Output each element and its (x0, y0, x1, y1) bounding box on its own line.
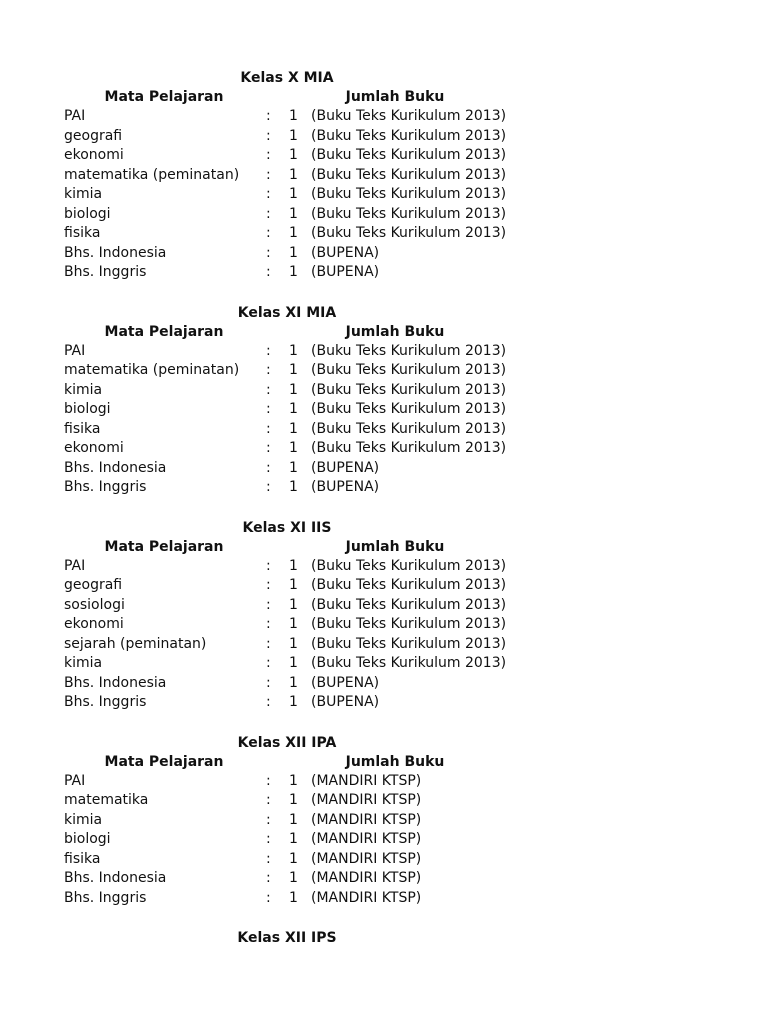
subject-name: kimia (64, 655, 103, 671)
separator: : (266, 811, 271, 828)
list-item (0, 244, 768, 264)
separator: : (266, 225, 271, 241)
class-title: Kelas XI MIA (237, 304, 337, 321)
book-quantity: 1 (289, 870, 298, 886)
subject-name: kimia (64, 186, 103, 202)
subject-name: biologi (64, 831, 111, 847)
book-quantity: 1 (289, 147, 298, 163)
class-title-row (0, 733, 768, 753)
book-title: (BUPENA) (311, 459, 380, 476)
list-item (0, 381, 768, 401)
subject-name: biologi (64, 205, 111, 222)
class-section (0, 68, 768, 283)
book-quantity: 1 (289, 244, 298, 261)
list-item (0, 850, 768, 870)
subject-name: Bhs. Indonesia (64, 244, 167, 261)
separator: : (266, 459, 271, 476)
subject-name: Bhs. Inggris (64, 479, 147, 495)
book-title: (Buku Teks Kurikulum 2013) (311, 557, 507, 574)
subject-name: fisika (64, 225, 101, 241)
book-title: (BUPENA) (311, 694, 380, 710)
list-item (0, 674, 768, 694)
column-header-subject: Mata Pelajaran (104, 89, 224, 105)
column-header-books: Jumlah Buku (345, 538, 445, 555)
subject-name: geografi (64, 577, 123, 593)
subject-name: Bhs. Inggris (64, 264, 147, 280)
column-header-row (0, 323, 768, 342)
separator: : (266, 772, 271, 789)
book-quantity: 1 (289, 186, 298, 202)
book-title: (MANDIRI KTSP) (311, 831, 422, 847)
subject-name: matematika (peminatan) (64, 362, 240, 378)
book-title: (Buku Teks Kurikulum 2013) (311, 205, 507, 222)
column-header-row (0, 88, 768, 107)
separator: : (266, 244, 271, 261)
separator: : (266, 147, 271, 163)
book-quantity: 1 (289, 889, 298, 906)
separator: : (266, 108, 271, 124)
separator: : (266, 186, 271, 202)
book-title: (BUPENA) (311, 674, 380, 691)
book-quantity: 1 (289, 401, 298, 417)
book-quantity: 1 (289, 792, 298, 808)
separator: : (266, 479, 271, 495)
separator: : (266, 616, 271, 632)
subject-name: fisika (64, 420, 101, 437)
separator: : (266, 577, 271, 593)
list-item (0, 889, 768, 909)
book-title: (Buku Teks Kurikulum 2013) (311, 655, 507, 671)
list-item (0, 772, 768, 792)
class-title-row (0, 518, 768, 538)
list-item (0, 693, 768, 713)
list-item (0, 635, 768, 655)
subject-name: sosiologi (64, 596, 125, 613)
subject-name: Bhs. Inggris (64, 889, 147, 906)
separator: : (266, 205, 271, 222)
book-quantity: 1 (289, 108, 298, 124)
list-item (0, 557, 768, 577)
list-item (0, 439, 768, 459)
list-item (0, 791, 768, 811)
list-item (0, 205, 768, 225)
class-title-row (0, 68, 768, 88)
list-item (0, 654, 768, 674)
class-title: Kelas XI IIS (242, 519, 332, 536)
list-item (0, 576, 768, 596)
column-header-row (0, 753, 768, 772)
class-title-row (0, 928, 768, 948)
book-quantity: 1 (289, 459, 298, 476)
subject-name: kimia (64, 811, 103, 828)
book-quantity: 1 (289, 362, 298, 378)
column-header-books: Jumlah Buku (345, 89, 445, 105)
subject-name: biologi (64, 401, 111, 417)
list-item (0, 224, 768, 244)
book-title: (BUPENA) (311, 264, 380, 280)
subject-name: PAI (64, 557, 86, 574)
separator: : (266, 127, 271, 144)
list-item (0, 166, 768, 186)
class-section (0, 303, 768, 498)
list-item (0, 811, 768, 831)
book-quantity: 1 (289, 831, 298, 847)
book-quantity: 1 (289, 616, 298, 632)
subject-name: matematika (64, 792, 149, 808)
book-quantity: 1 (289, 479, 298, 495)
book-quantity: 1 (289, 225, 298, 241)
separator: : (266, 166, 271, 183)
class-section (0, 733, 768, 909)
column-header-subject: Mata Pelajaran (104, 753, 224, 770)
book-title: (Buku Teks Kurikulum 2013) (311, 420, 507, 437)
subject-name: PAI (64, 772, 86, 789)
book-quantity: 1 (289, 342, 298, 359)
list-item (0, 869, 768, 889)
column-header-subject: Mata Pelajaran (104, 323, 224, 340)
separator: : (266, 889, 271, 906)
book-quantity: 1 (289, 381, 298, 398)
class-section (0, 928, 768, 948)
book-quantity: 1 (289, 596, 298, 613)
class-title: Kelas X MIA (240, 70, 334, 86)
separator: : (266, 850, 271, 867)
column-header-books: Jumlah Buku (345, 753, 445, 770)
list-item (0, 420, 768, 440)
column-header-subject: Mata Pelajaran (104, 538, 224, 555)
separator: : (266, 264, 271, 280)
book-quantity: 1 (289, 420, 298, 437)
book-title: (MANDIRI KTSP) (311, 850, 422, 867)
separator: : (266, 694, 271, 710)
book-title: (Buku Teks Kurikulum 2013) (311, 635, 507, 652)
book-title: (Buku Teks Kurikulum 2013) (311, 147, 507, 163)
list-item (0, 615, 768, 635)
separator: : (266, 381, 271, 398)
book-title: (Buku Teks Kurikulum 2013) (311, 362, 507, 378)
book-quantity: 1 (289, 127, 298, 144)
book-title: (MANDIRI KTSP) (311, 870, 422, 886)
class-section (0, 518, 768, 713)
list-item (0, 107, 768, 127)
class-title: Kelas XII IPA (237, 734, 337, 751)
subject-name: matematika (peminatan) (64, 166, 240, 183)
book-title: (Buku Teks Kurikulum 2013) (311, 342, 507, 359)
separator: : (266, 440, 271, 456)
subject-name: ekonomi (64, 440, 124, 456)
book-title: (Buku Teks Kurikulum 2013) (311, 381, 507, 398)
subject-name: ekonomi (64, 616, 124, 632)
book-quantity: 1 (289, 205, 298, 222)
separator: : (266, 362, 271, 378)
subject-name: geografi (64, 127, 123, 144)
list-item (0, 400, 768, 420)
list-item (0, 146, 768, 166)
book-title: (Buku Teks Kurikulum 2013) (311, 616, 507, 632)
book-quantity: 1 (289, 166, 298, 183)
separator: : (266, 870, 271, 886)
book-quantity: 1 (289, 264, 298, 280)
book-title: (MANDIRI KTSP) (311, 772, 422, 789)
document-page (0, 68, 768, 968)
book-quantity: 1 (289, 577, 298, 593)
book-title: (Buku Teks Kurikulum 2013) (311, 596, 507, 613)
list-item (0, 342, 768, 362)
list-item (0, 459, 768, 479)
subject-name: PAI (64, 108, 86, 124)
book-title: (Buku Teks Kurikulum 2013) (311, 440, 507, 456)
list-item (0, 596, 768, 616)
book-title: (Buku Teks Kurikulum 2013) (311, 108, 507, 124)
separator: : (266, 401, 271, 417)
subject-name: kimia (64, 381, 103, 398)
book-quantity: 1 (289, 635, 298, 652)
book-title: (Buku Teks Kurikulum 2013) (311, 127, 507, 144)
list-item (0, 478, 768, 498)
subject-name: Bhs. Inggris (64, 694, 147, 710)
separator: : (266, 831, 271, 847)
book-title: (Buku Teks Kurikulum 2013) (311, 401, 507, 417)
book-title: (MANDIRI KTSP) (311, 792, 422, 808)
book-title: (BUPENA) (311, 244, 380, 261)
subject-name: sejarah (peminatan) (64, 635, 207, 652)
book-quantity: 1 (289, 772, 298, 789)
subject-name: Bhs. Indonesia (64, 459, 167, 476)
column-header-row (0, 538, 768, 557)
subject-name: Bhs. Indonesia (64, 674, 167, 691)
list-item (0, 185, 768, 205)
book-quantity: 1 (289, 694, 298, 710)
list-item (0, 830, 768, 850)
separator: : (266, 635, 271, 652)
separator: : (266, 655, 271, 671)
book-title: (Buku Teks Kurikulum 2013) (311, 166, 507, 183)
separator: : (266, 596, 271, 613)
separator: : (266, 674, 271, 691)
book-title: (MANDIRI KTSP) (311, 889, 422, 906)
subject-name: PAI (64, 342, 86, 359)
list-item (0, 127, 768, 147)
book-title: (Buku Teks Kurikulum 2013) (311, 577, 507, 593)
subject-name: Bhs. Indonesia (64, 870, 167, 886)
subject-name: ekonomi (64, 147, 124, 163)
separator: : (266, 792, 271, 808)
book-title: (Buku Teks Kurikulum 2013) (311, 225, 507, 241)
book-title: (Buku Teks Kurikulum 2013) (311, 186, 507, 202)
book-quantity: 1 (289, 811, 298, 828)
column-header-books: Jumlah Buku (345, 323, 445, 340)
separator: : (266, 420, 271, 437)
list-item (0, 361, 768, 381)
book-quantity: 1 (289, 674, 298, 691)
book-title: (MANDIRI KTSP) (311, 811, 422, 828)
list-item (0, 263, 768, 283)
book-quantity: 1 (289, 850, 298, 867)
book-quantity: 1 (289, 557, 298, 574)
book-title: (BUPENA) (311, 479, 380, 495)
book-quantity: 1 (289, 440, 298, 456)
separator: : (266, 557, 271, 574)
class-title: Kelas XII IPS (237, 930, 337, 946)
separator: : (266, 342, 271, 359)
book-quantity: 1 (289, 655, 298, 671)
class-title-row (0, 303, 768, 323)
subject-name: fisika (64, 850, 101, 867)
